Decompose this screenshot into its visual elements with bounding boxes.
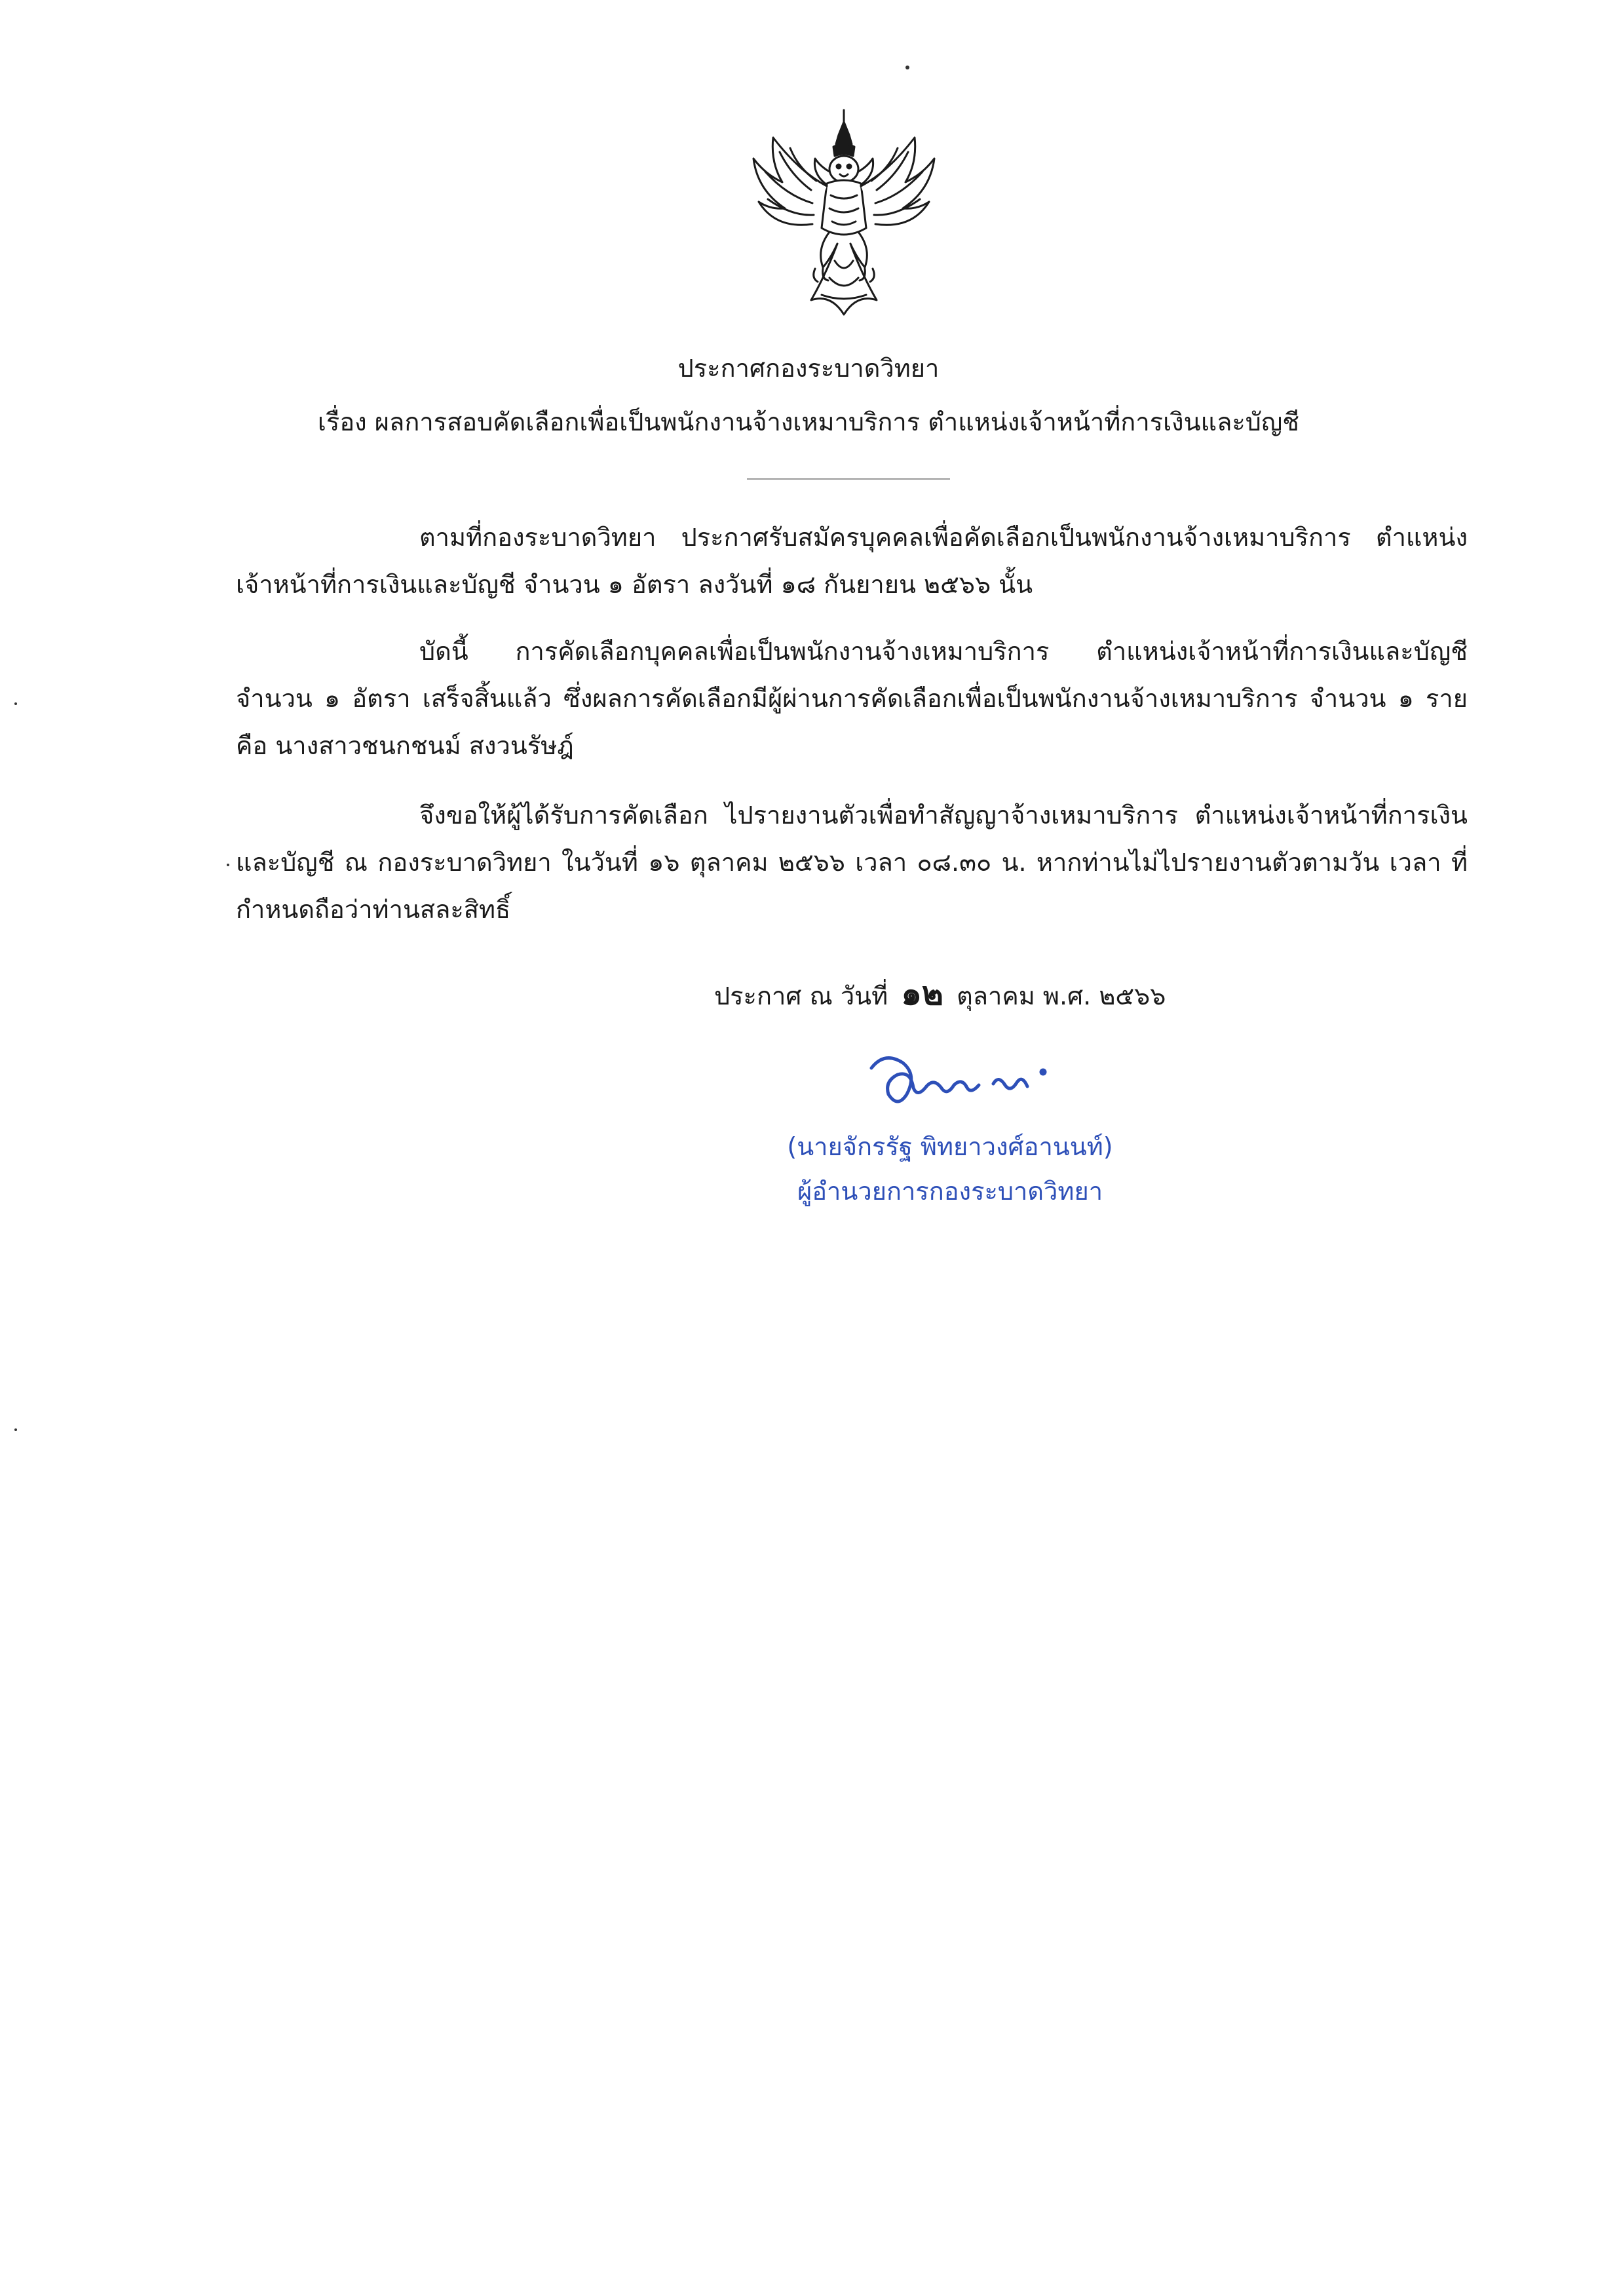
divider (747, 478, 950, 480)
announcement-date (714, 975, 1166, 1014)
paragraph-2-text: บัดนี้ การคัดเลือกบุคคลเพื่อเป็นพนักงานจ้างเหมาบริการ ตำแหน่งเจ้าหน้าที่การเงินและบัญชี จำนวน ๑ อัตรา เสร็จสิ้นแล้ว ซึ่งผลการคัดเลือกมีผู้ผ่านการคัดเลือกเพื่อเป็นพนักงานจ้างเหมาบริการ จำนวน ๑ ราย คือ นางสาวชนกชนม์ สงวนรัษฎ์ (236, 637, 1468, 760)
garuda-emblem-icon (739, 104, 949, 326)
paragraph-1 (236, 514, 1468, 608)
signatory-name: (นายจักรรัฐ พิทยาวงศ์อานนท์) (787, 1132, 1113, 1161)
paragraph-1-text: ตามที่กองระบาดวิทยา ประกาศรับสมัครบุคคลเพื่อคัดเลือกเป็นพนักงานจ้างเหมาบริการ ตำแหน่งเจ้าหน้าที่การเงินและบัญชี จำนวน ๑ อัตรา ลงวันที่ ๑๘ กันยายน ๒๕๖๖ นั้น (236, 523, 1468, 599)
announcement-subject: เรื่อง ผลการสอบคัดเลือกเพื่อเป็นพนักงานจ้างเหมาบริการ ตำแหน่งเจ้าหน้าที่การเงินและบัญชี (317, 408, 1300, 436)
date-prefix: ประกาศ ณ วันที่ (714, 982, 888, 1010)
date-day: ๑๒ (901, 974, 943, 1012)
signatory-position: ผู้อำนวยการกองระบาดวิทยา (797, 1177, 1103, 1206)
paragraph-3-text: จึงขอให้ผู้ได้รับการคัดเลือก ไปรายงานตัวเพื่อทำสัญญาจ้างเหมาบริการ ตำแหน่งเจ้าหน้าที่การเงินและบัญชี ณ กองระบาดวิทยา ในวันที่ ๑๖ ตุลาคม ๒๕๖๖ เวลา ๐๘.๓๐ น. หากท่านไม่ไปรายงานตัวตามวัน เวลา ที่กำหนดถือว่าท่านสละสิทธิ์ (236, 801, 1468, 924)
scan-speck (14, 1428, 17, 1431)
handwritten-signature (865, 1048, 1061, 1120)
scan-speck (14, 702, 17, 705)
date-month-year: ตุลาคม พ.ศ. ๒๕๖๖ (957, 982, 1166, 1010)
paragraph-2 (236, 628, 1468, 769)
announcement-title: ประกาศกองระบาดวิทยา (677, 354, 940, 383)
scan-speck (905, 66, 909, 69)
scan-speck (227, 864, 229, 866)
paragraph-3 (236, 792, 1468, 933)
